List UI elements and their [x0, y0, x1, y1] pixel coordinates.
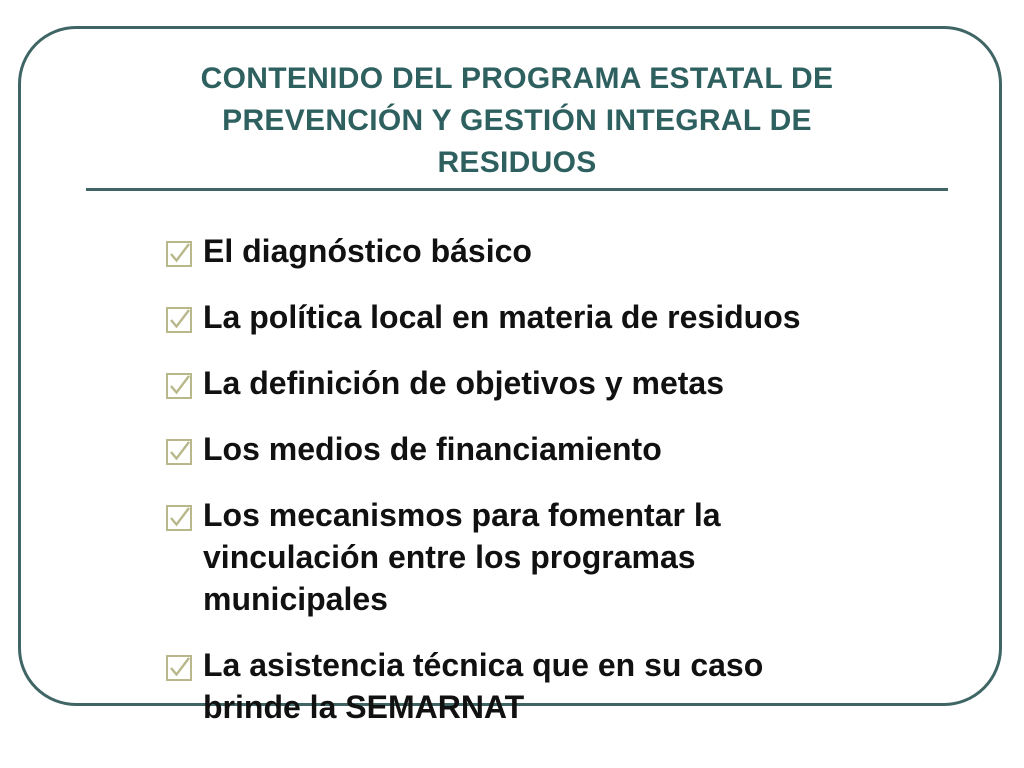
title-line: PREVENCIÓN Y GESTIÓN INTEGRAL DE [222, 104, 812, 137]
list-item [166, 296, 946, 338]
checked-box-icon [166, 241, 192, 267]
list-item [166, 230, 946, 272]
checked-box-icon [166, 307, 192, 333]
list-item-text: La asistencia técnica que en su caso [203, 647, 764, 683]
list-item-text: La definición de objetivos y metas [203, 365, 725, 401]
list-item-text: vinculación entre los programas [203, 539, 696, 575]
list-item-text: El diagnóstico básico [203, 233, 532, 269]
slide-title [80, 58, 954, 184]
list-item-text: Los mecanismos para fomentar la [203, 497, 721, 533]
checked-box-icon [166, 439, 192, 465]
list-item-text: Los medios de financiamiento [203, 431, 662, 467]
list-item [166, 644, 946, 728]
list-item [166, 428, 946, 470]
list-item-text: La política local en materia de residuos [203, 299, 801, 335]
list-item [166, 494, 946, 620]
list-item-text: municipales [203, 581, 388, 617]
title-line: RESIDUOS [437, 146, 597, 179]
bullet-list [166, 230, 946, 728]
checked-box-icon [166, 655, 192, 681]
list-item [166, 362, 946, 404]
checked-box-icon [166, 373, 192, 399]
title-divider [86, 188, 948, 191]
list-item-text: brinde la SEMARNAT [203, 689, 525, 725]
checked-box-icon [166, 505, 192, 531]
title-line: CONTENIDO DEL PROGRAMA ESTATAL DE [200, 62, 834, 95]
